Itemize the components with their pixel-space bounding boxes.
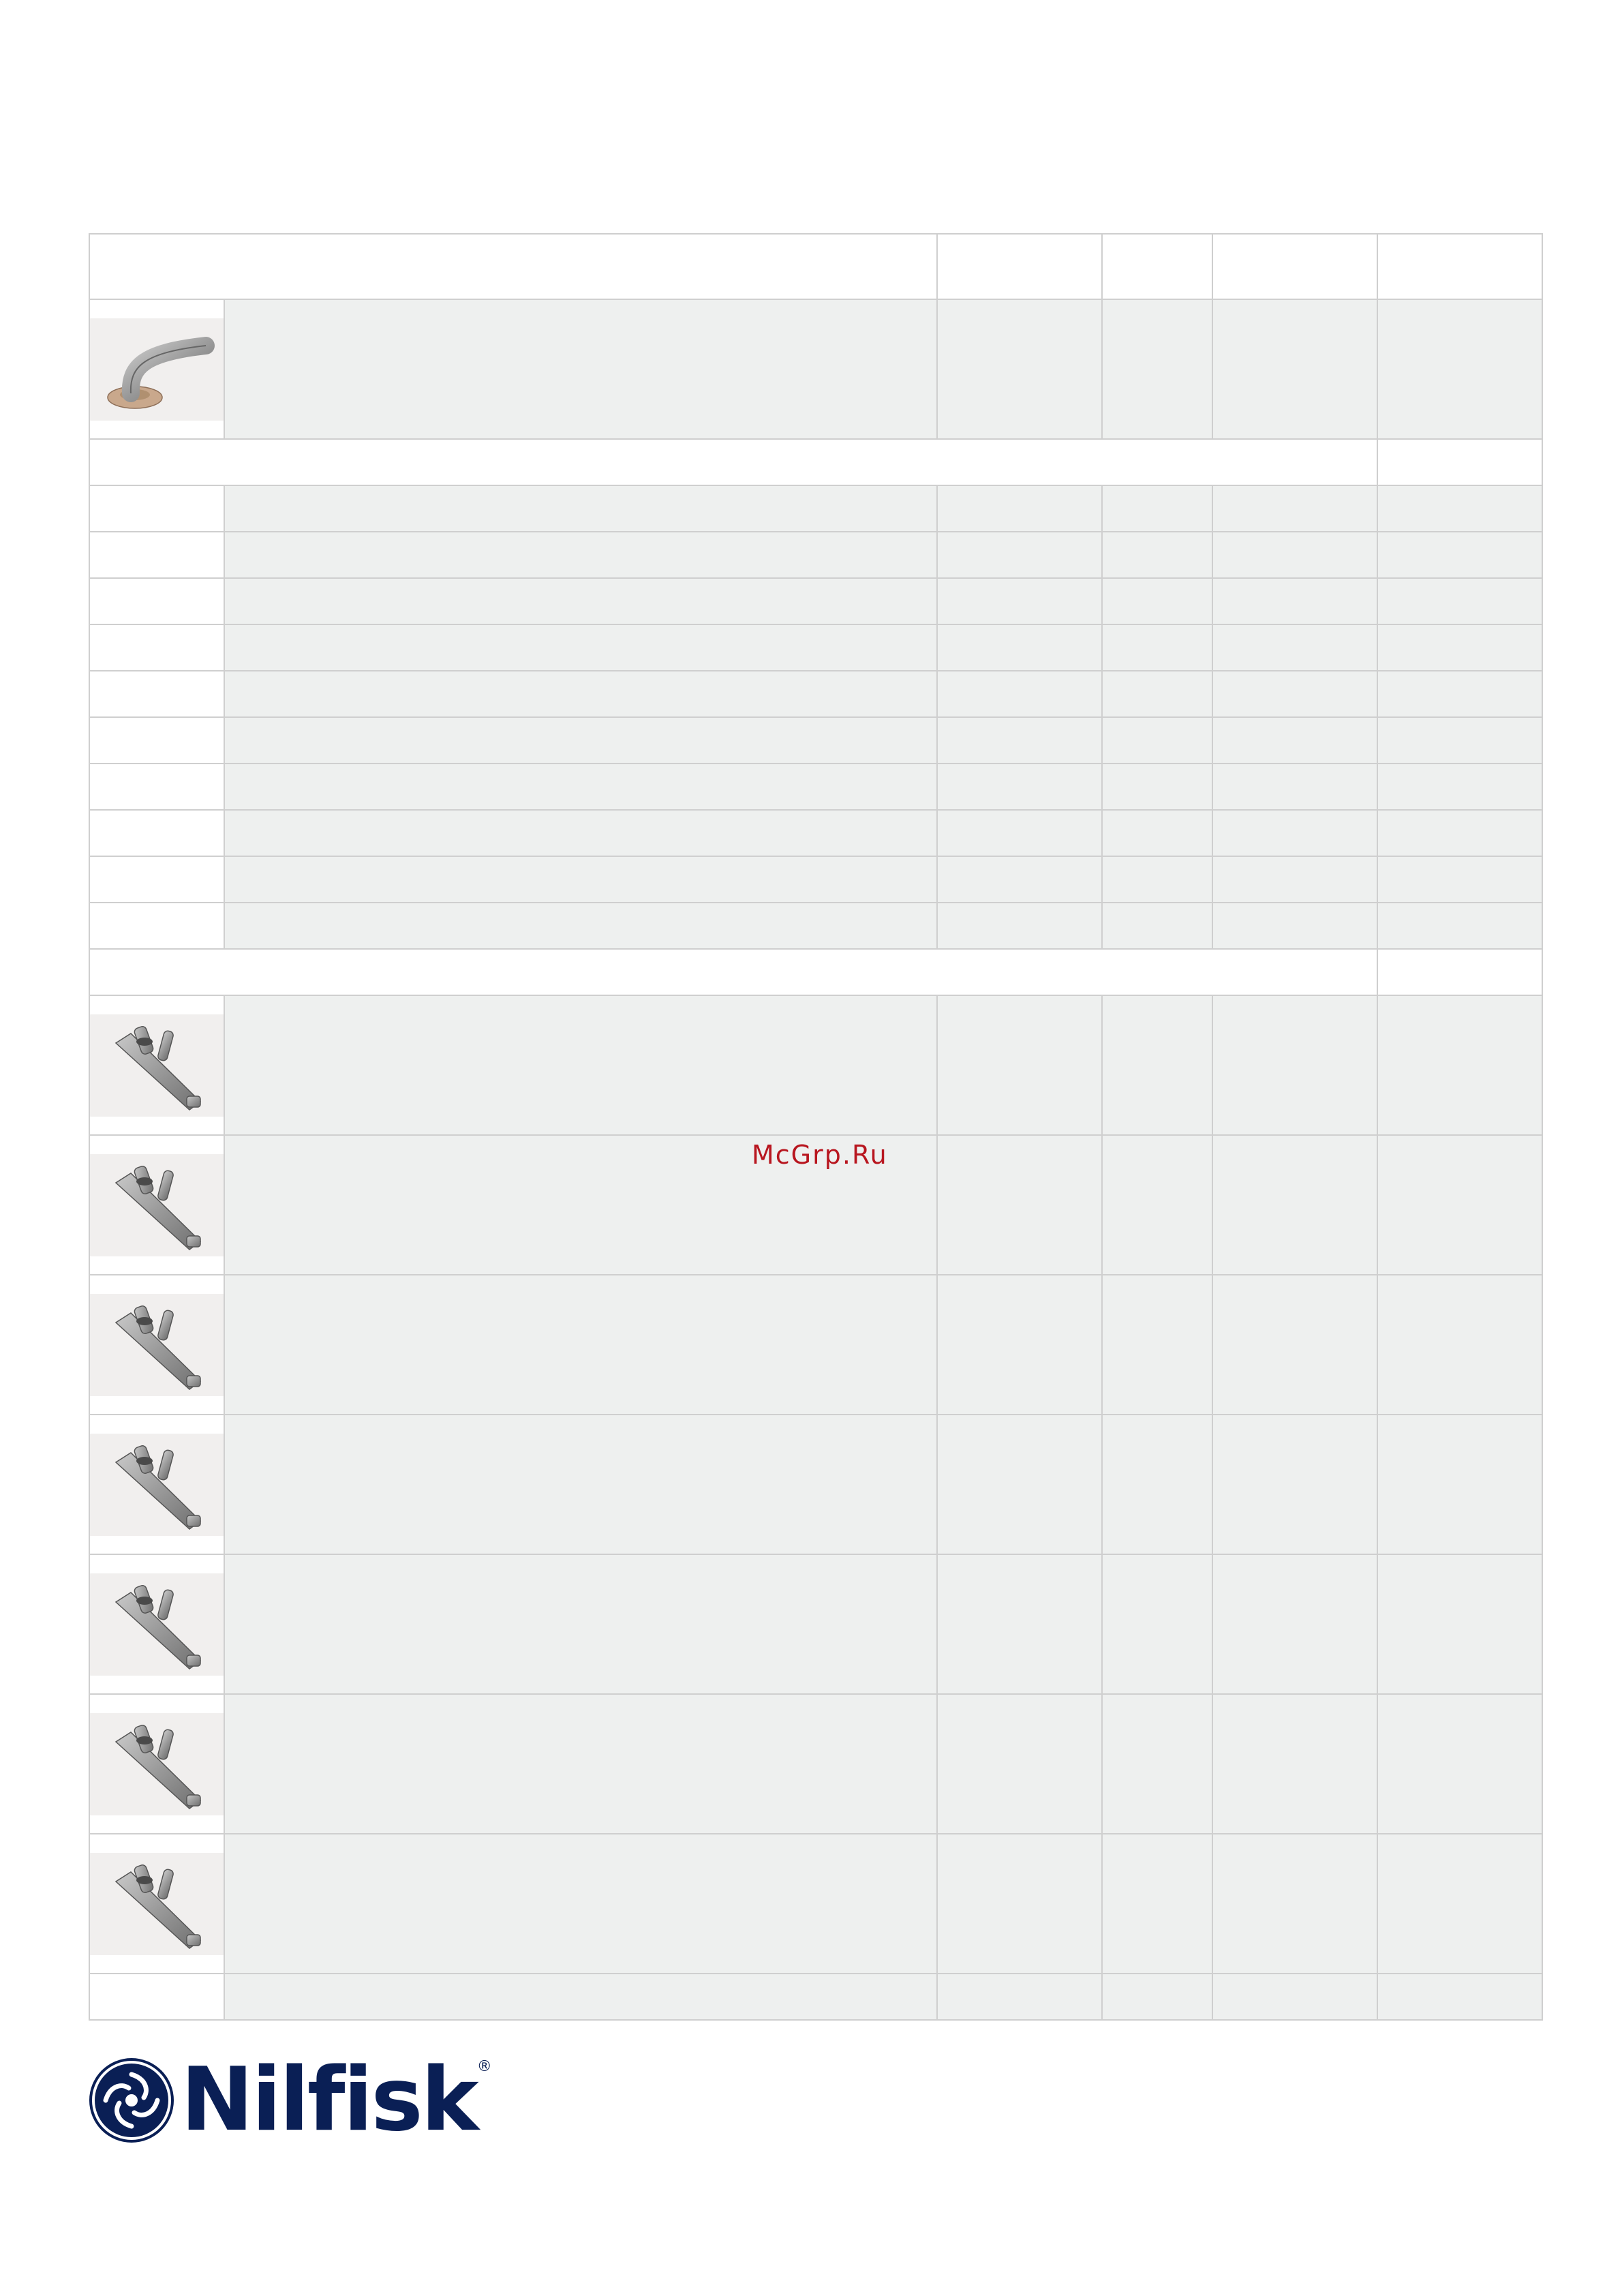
description-cell [224, 299, 937, 439]
table-cell [1212, 1834, 1377, 1974]
table-cell [937, 624, 1102, 671]
table-cell [1377, 299, 1542, 439]
table-cell [1212, 903, 1377, 949]
table-cell [1377, 532, 1542, 578]
nilfisk-logo [87, 2049, 492, 2151]
description-cell [224, 1275, 937, 1415]
product-image-cell [89, 995, 224, 1135]
table-cell [1377, 624, 1542, 671]
description-cell [224, 485, 937, 532]
table-cell [1212, 1135, 1377, 1275]
code-cell [89, 764, 224, 810]
table-cell [937, 1694, 1102, 1834]
table-row [89, 485, 1542, 532]
table-cell [937, 485, 1102, 532]
table-cell [937, 764, 1102, 810]
table-cell [1102, 578, 1212, 624]
code-cell [89, 671, 224, 717]
squeegee-nozzle-icon [90, 1434, 224, 1536]
table-cell [1377, 1694, 1542, 1834]
table-cell [1102, 485, 1212, 532]
table-cell [1377, 671, 1542, 717]
table-cell [1102, 1415, 1212, 1554]
table-row [89, 671, 1542, 717]
table-cell [937, 532, 1102, 578]
code-cell [89, 810, 224, 856]
table-cell [1102, 624, 1212, 671]
table-cell [1102, 1974, 1212, 2020]
table-cell [1377, 578, 1542, 624]
table-row [89, 903, 1542, 949]
table-row [89, 717, 1542, 764]
table-cell [1102, 903, 1212, 949]
description-cell [224, 671, 937, 717]
product-image-cell [89, 1275, 224, 1415]
table-cell [1377, 1415, 1542, 1554]
table-cell [937, 995, 1102, 1135]
product-image-cell [89, 1834, 224, 1974]
table-row [89, 299, 1542, 439]
table-cell [1102, 810, 1212, 856]
code-cell [89, 903, 224, 949]
table-cell [937, 1135, 1102, 1275]
squeegee-nozzle-icon [90, 1573, 224, 1676]
table-cell [1212, 671, 1377, 717]
table-cell [1102, 1554, 1212, 1694]
table-row [89, 1275, 1542, 1415]
header-cell [1377, 234, 1542, 299]
header-cell [89, 234, 937, 299]
table-row [89, 1694, 1542, 1834]
table-cell [1102, 1694, 1212, 1834]
table-cell [937, 903, 1102, 949]
squeegee-nozzle-icon [90, 1154, 224, 1256]
table-cell [1212, 764, 1377, 810]
table-cell [1102, 532, 1212, 578]
table-row [89, 624, 1542, 671]
table-row [89, 810, 1542, 856]
table-header-row [89, 234, 1542, 299]
description-cell [224, 578, 937, 624]
code-cell [89, 856, 224, 903]
table-cell [1377, 810, 1542, 856]
header-cell [1102, 234, 1212, 299]
table-cell [1377, 1275, 1542, 1415]
table-cell [1212, 532, 1377, 578]
section-title-cell [89, 439, 1377, 485]
table-cell [1377, 717, 1542, 764]
table-cell [1212, 1415, 1377, 1554]
table-cell [937, 717, 1102, 764]
product-image-cell [89, 299, 224, 439]
squeegee-nozzle-icon [90, 1294, 224, 1396]
code-cell [89, 624, 224, 671]
table-cell [937, 1275, 1102, 1415]
description-cell [224, 903, 937, 949]
squeegee-nozzle-icon [90, 1853, 224, 1955]
code-cell [89, 485, 224, 532]
table-row [89, 532, 1542, 578]
table-cell [1212, 578, 1377, 624]
table-cell [1212, 995, 1377, 1135]
description-cell [224, 995, 937, 1135]
table-cell [1102, 764, 1212, 810]
table-row [89, 1974, 1542, 2020]
table-row [89, 764, 1542, 810]
table-cell [937, 1554, 1102, 1694]
code-cell [89, 1974, 224, 2020]
watermark-text: McGrp.Ru [752, 1140, 888, 1170]
table-cell [1102, 717, 1212, 764]
description-cell [224, 717, 937, 764]
nilfisk-emblem-icon [87, 2055, 177, 2145]
table-row [89, 1554, 1542, 1694]
code-cell [89, 532, 224, 578]
description-cell [224, 856, 937, 903]
code-cell [89, 717, 224, 764]
description-cell [224, 1834, 937, 1974]
table-cell [1102, 856, 1212, 903]
table-cell [1212, 1694, 1377, 1834]
table-cell [1102, 1834, 1212, 1974]
table-cell [937, 1415, 1102, 1554]
description-cell [224, 1974, 937, 2020]
table-cell [1212, 485, 1377, 532]
table-cell [1377, 903, 1542, 949]
table-cell [1102, 1275, 1212, 1415]
table-cell [1377, 995, 1542, 1135]
header-cell [1212, 234, 1377, 299]
description-cell [224, 1554, 937, 1694]
table-cell [1212, 624, 1377, 671]
table-cell [1377, 1834, 1542, 1974]
table-cell [1102, 995, 1212, 1135]
curved-nozzle-icon [90, 318, 224, 421]
product-image-cell [89, 1135, 224, 1275]
table-cell [1212, 1554, 1377, 1694]
parts-table [89, 233, 1543, 2021]
description-cell [224, 1415, 937, 1554]
table-cell [1212, 810, 1377, 856]
squeegee-nozzle-icon [90, 1014, 224, 1117]
product-image-cell [89, 1554, 224, 1694]
table-cell [1212, 856, 1377, 903]
table-cell [1212, 299, 1377, 439]
table-cell [937, 671, 1102, 717]
table-row [89, 1415, 1542, 1554]
table-cell [1212, 1974, 1377, 2020]
description-cell [224, 764, 937, 810]
table-cell [1212, 717, 1377, 764]
description-cell [224, 532, 937, 578]
table-cell [1377, 1974, 1542, 2020]
code-cell [89, 578, 224, 624]
product-image-cell [89, 1694, 224, 1834]
description-cell [224, 810, 937, 856]
squeegee-nozzle-icon [90, 1713, 224, 1815]
product-image-cell [89, 1415, 224, 1554]
table-cell [937, 856, 1102, 903]
section-cell [1377, 949, 1542, 995]
table-row [89, 995, 1542, 1135]
section-header-row [89, 439, 1542, 485]
table-cell [1102, 671, 1212, 717]
section-title-cell [89, 949, 1377, 995]
section-cell [1377, 439, 1542, 485]
table-row [89, 856, 1542, 903]
description-cell [224, 1694, 937, 1834]
table-cell [1377, 764, 1542, 810]
table-cell [937, 578, 1102, 624]
table-cell [1212, 1275, 1377, 1415]
table-cell [1102, 299, 1212, 439]
description-cell [224, 624, 937, 671]
table-cell [937, 299, 1102, 439]
registered-mark: ® [476, 2058, 492, 2075]
table-cell [1377, 1135, 1542, 1275]
logo-wordmark: Nilfisk [181, 2049, 477, 2151]
table-row [89, 578, 1542, 624]
table-cell [1377, 856, 1542, 903]
table-cell [1102, 1135, 1212, 1275]
table-row [89, 1834, 1542, 1974]
table-cell [1377, 485, 1542, 532]
section-header-row [89, 949, 1542, 995]
table-cell [937, 1834, 1102, 1974]
header-cell [937, 234, 1102, 299]
table-cell [1377, 1554, 1542, 1694]
table-cell [937, 1974, 1102, 2020]
table-cell [937, 810, 1102, 856]
